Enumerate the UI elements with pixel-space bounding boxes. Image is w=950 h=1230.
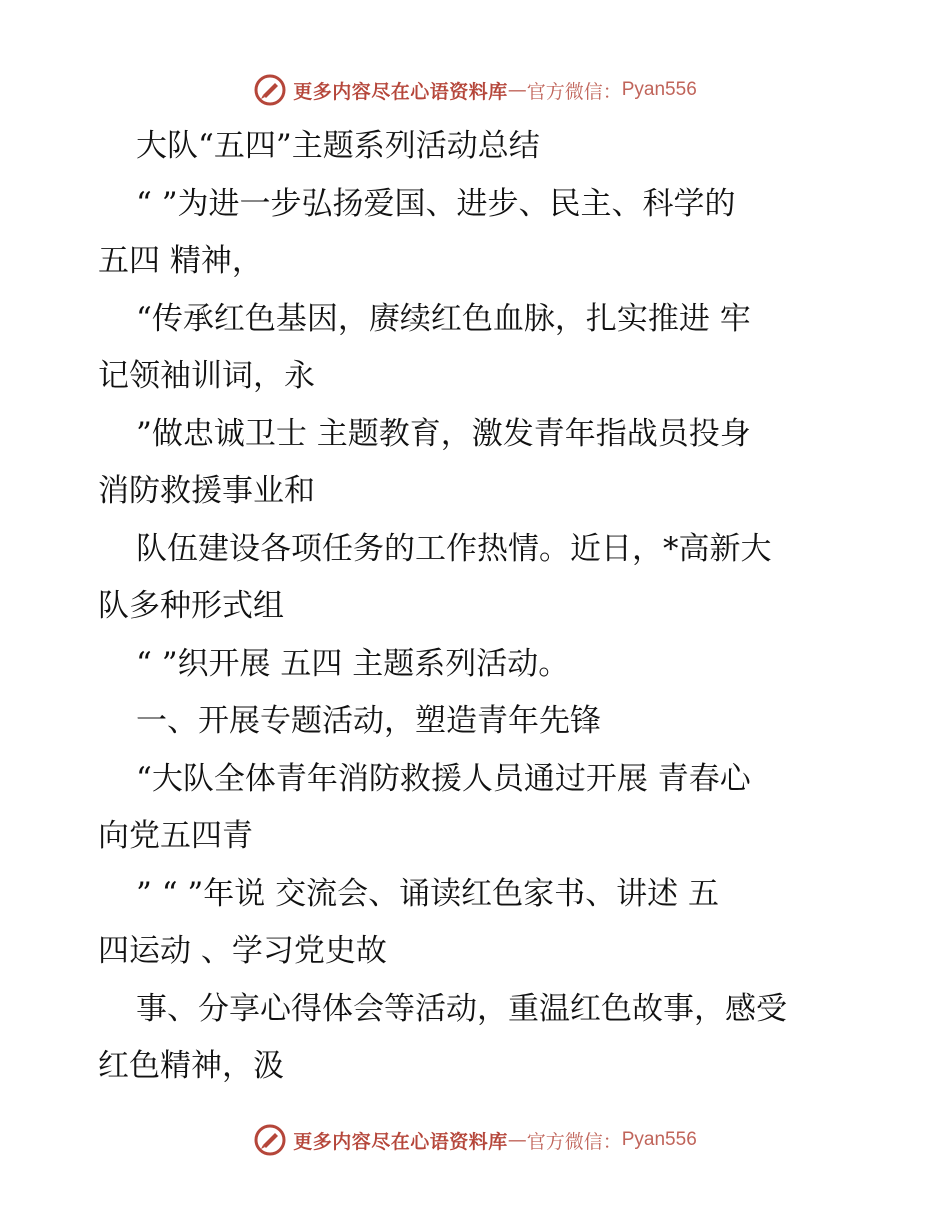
text-line: “ ”织开展 五四 主题系列活动。 bbox=[136, 645, 570, 682]
document-title: 大队“五四”主题系列活动总结 bbox=[136, 128, 540, 164]
text-line: 四运动 、学习党史故 bbox=[98, 933, 387, 969]
watermark-label: 官方微信： bbox=[526, 1130, 622, 1153]
logo-seal-icon bbox=[253, 73, 287, 107]
text-line: ”做忠诚卫士 主题教育，激发青年指战员投身 bbox=[136, 415, 751, 452]
text-line: 向党五四青 bbox=[98, 818, 253, 854]
watermark-separator: — bbox=[507, 79, 527, 101]
watermark-main-text: 更多内容尽在心语资料库 bbox=[293, 80, 508, 103]
text-line: 事、分享心得体会等活动，重温红色故事，感受 bbox=[136, 990, 787, 1027]
text-line: 队多种形式组 bbox=[98, 588, 284, 624]
text-line: 记领袖训词，永 bbox=[98, 358, 315, 394]
text-line: ” “ ”年说 交流会、诵读红色家书、讲述 五 bbox=[136, 875, 719, 912]
footer-watermark bbox=[0, 1120, 950, 1160]
text-line: 红色精神，汲 bbox=[98, 1048, 284, 1084]
text-line: 队伍建设各项任务的工作热情。近日，*高新大 bbox=[136, 530, 772, 567]
text-line: “ ”为进一步弘扬爱国、进步、民主、科学的 bbox=[136, 185, 736, 222]
text-line: 五四 精神， bbox=[98, 243, 263, 279]
text-line: 一、开展专题活动，塑造青年先锋 bbox=[136, 703, 601, 739]
document-body bbox=[0, 118, 950, 1096]
text-line: “大队全体青年消防救援人员通过开展 青春心 bbox=[136, 760, 751, 797]
watermark-wechat-id: Pyan556 bbox=[621, 79, 697, 100]
text-line: “传承红色基因，赓续红色血脉，扎实推进 牢 bbox=[136, 300, 751, 337]
logo-seal-icon bbox=[253, 1123, 287, 1157]
watermark-separator: — bbox=[507, 1129, 527, 1151]
header-watermark bbox=[0, 70, 950, 110]
watermark-main-text: 更多内容尽在心语资料库 bbox=[293, 1130, 508, 1153]
watermark-label: 官方微信： bbox=[526, 80, 622, 103]
watermark-wechat-id: Pyan556 bbox=[621, 1129, 697, 1150]
text-line: 消防救援事业和 bbox=[98, 473, 315, 509]
